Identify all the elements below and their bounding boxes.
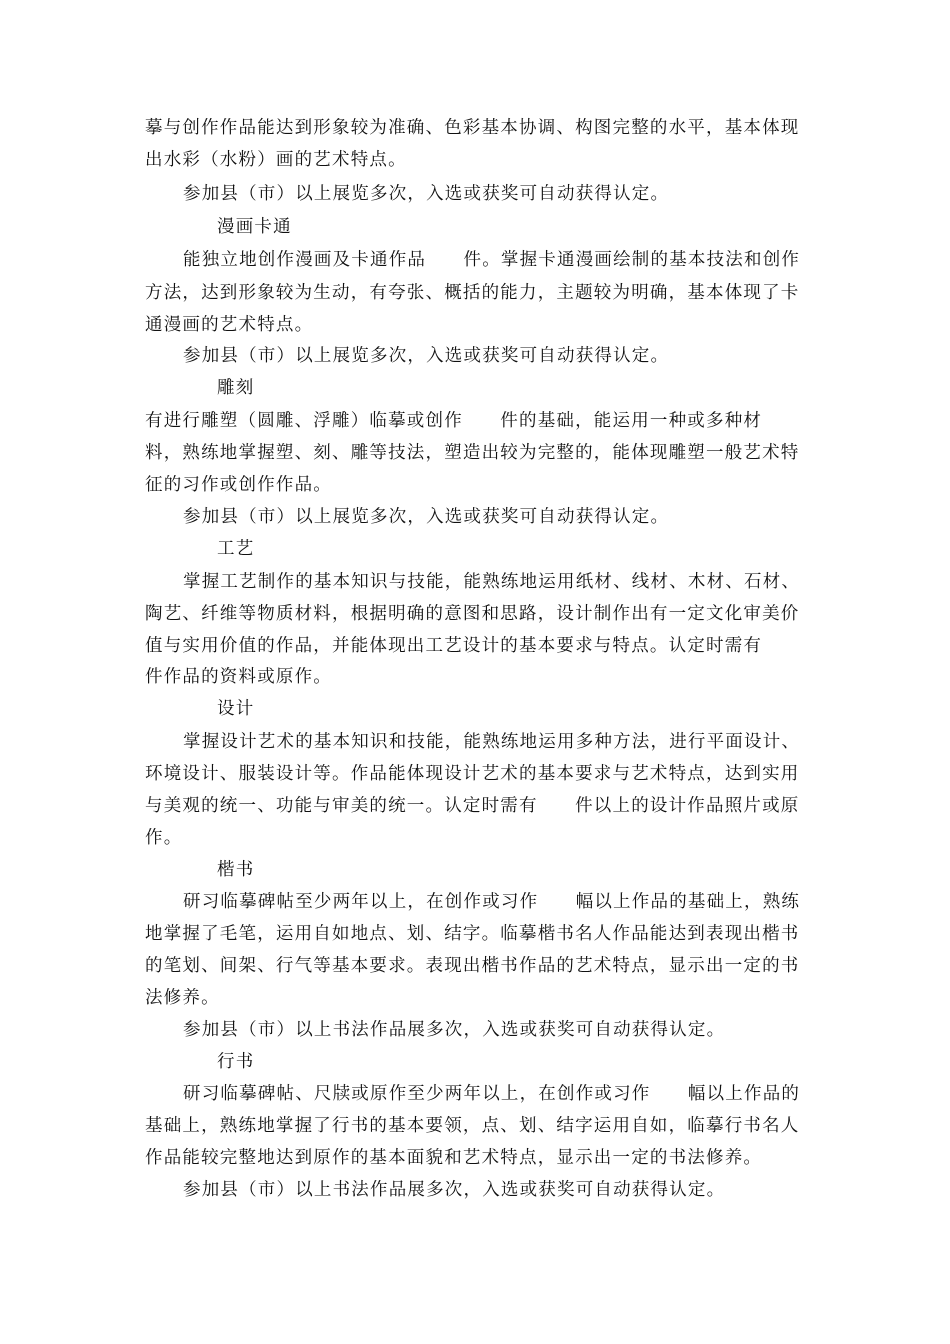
text-line: 环境设计、服装设计等。作品能体现设计艺术的基本要求与艺术特点，达到实用 bbox=[145, 764, 800, 784]
text-line: 方法，达到形象较为生动，有夸张、概括的能力，主题较为明确，基本体现了卡 bbox=[145, 283, 800, 303]
text-line: 陶艺、纤维等物质材料，根据明确的意图和思路，设计制作出有一定文化审美价 bbox=[145, 604, 800, 624]
text-line: 掌握工艺制作的基本知识与技能，能熟练地运用纸材、线材、木材、石材、 bbox=[183, 572, 801, 592]
section-heading: 行书 bbox=[217, 1052, 255, 1072]
text-line: 与美观的统一、功能与审美的统一。认定时需有 件以上的设计作品照片或原 bbox=[145, 796, 800, 816]
section-heading: 漫画卡通 bbox=[217, 217, 292, 237]
text-line: 摹与创作作品能达到形象较为准确、色彩基本协调、构图完整的水平，基本体现 bbox=[145, 118, 800, 138]
text-line: 作品能较完整地达到原作的基本面貌和艺术特点，显示出一定的书法修养。 bbox=[145, 1148, 763, 1168]
text-line: 研习临摹碑帖至少两年以上，在创作或习作 幅以上作品的基础上，熟练 bbox=[183, 892, 801, 912]
text-line: 的笔划、间架、行气等基本要求。表现出楷书作品的艺术特点，显示出一定的书 bbox=[145, 956, 800, 976]
text-line: 征的习作或创作作品。 bbox=[145, 475, 332, 495]
text-line: 参加县（市）以上书法作品展多次，入选或获奖可自动获得认定。 bbox=[183, 1180, 726, 1200]
section-heading: 楷书 bbox=[217, 860, 255, 880]
text-line: 作。 bbox=[145, 828, 183, 848]
section-heading: 雕刻 bbox=[217, 378, 255, 398]
text-line: 参加县（市）以上展览多次，入选或获奖可自动获得认定。 bbox=[183, 184, 670, 204]
text-line: 参加县（市）以上展览多次，入选或获奖可自动获得认定。 bbox=[183, 346, 670, 366]
text-line: 料，熟练地掌握塑、刻、雕等技法，塑造出较为完整的，能体现雕塑一般艺术特 bbox=[145, 443, 800, 463]
text-line: 通漫画的艺术特点。 bbox=[145, 315, 314, 335]
text-line: 地掌握了毛笔，运用自如地点、划、结字。临摹楷书名人作品能达到表现出楷书 bbox=[145, 924, 800, 944]
text-line: 值与实用价值的作品，并能体现出工艺设计的基本要求与特点。认定时需有 bbox=[145, 636, 763, 656]
text-line: 件作品的资料或原作。 bbox=[145, 667, 332, 687]
text-line: 参加县（市）以上书法作品展多次，入选或获奖可自动获得认定。 bbox=[183, 1020, 726, 1040]
section-heading: 设计 bbox=[217, 699, 255, 719]
text-line: 有进行雕塑（圆雕、浮雕）临摹或创作 件的基础，能运用一种或多种材 bbox=[145, 411, 763, 431]
text-line: 基础上，熟练地掌握了行书的基本要领，点、划、结字运用自如，临摹行书名人 bbox=[145, 1116, 800, 1136]
text-line: 法修养。 bbox=[145, 988, 220, 1008]
text-line: 掌握设计艺术的基本知识和技能，能熟练地运用多种方法，进行平面设计、 bbox=[183, 732, 801, 752]
text-line: 研习临摹碑帖、尺牍或原作至少两年以上，在创作或习作 幅以上作品的 bbox=[183, 1084, 801, 1104]
text-line: 参加县（市）以上展览多次，入选或获奖可自动获得认定。 bbox=[183, 507, 670, 527]
text-line: 出水彩（水粉）画的艺术特点。 bbox=[145, 150, 407, 170]
section-heading: 工艺 bbox=[217, 539, 255, 559]
text-line: 能独立地创作漫画及卡通作品 件。掌握卡通漫画绘制的基本技法和创作 bbox=[183, 250, 801, 270]
